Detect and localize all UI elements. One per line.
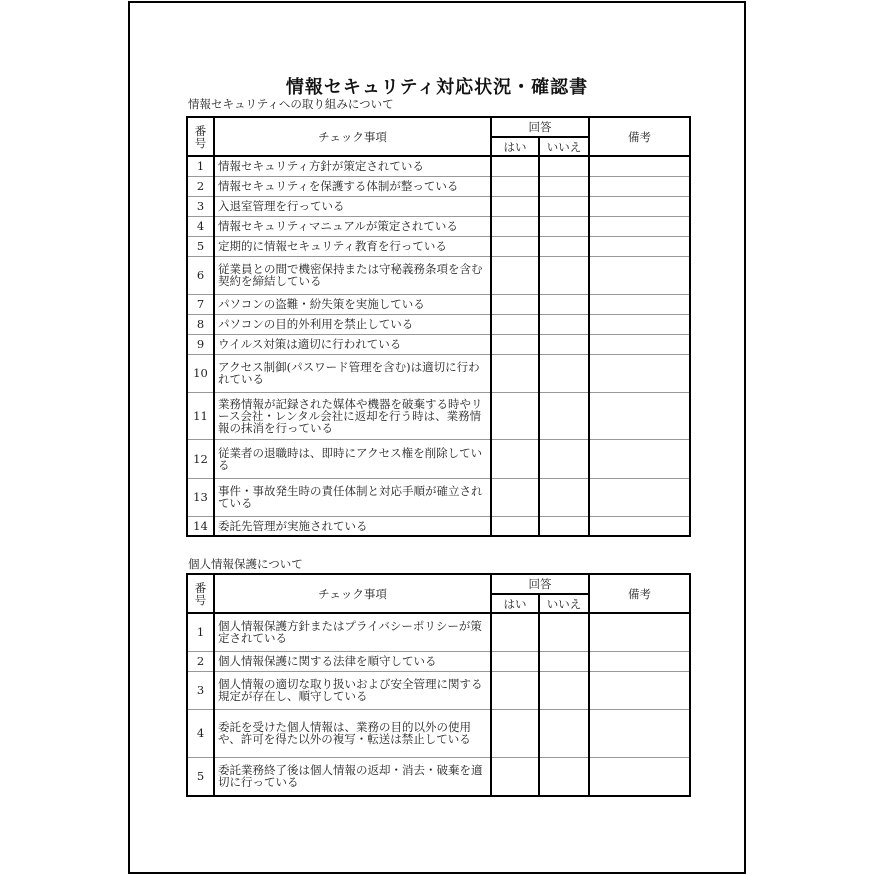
check-item-text: 従業員との間で機密保持または守秘義務条項を含む契約を締結している xyxy=(214,256,491,294)
answer-yes-cell[interactable] xyxy=(491,478,539,516)
remarks-cell[interactable] xyxy=(589,256,690,294)
check-item-text: 定期的に情報セキュリティ教育を行っている xyxy=(214,236,491,256)
answer-no-cell[interactable] xyxy=(539,176,589,196)
table-row xyxy=(187,516,690,536)
table-row xyxy=(187,314,690,334)
answer-yes-cell[interactable] xyxy=(491,671,539,709)
answer-no-cell[interactable] xyxy=(539,516,589,536)
table-row xyxy=(187,709,690,757)
check-item-text: 情報セキュリティ方針が策定されている xyxy=(214,156,491,176)
remarks-cell[interactable] xyxy=(589,651,690,671)
remarks-cell[interactable] xyxy=(589,294,690,314)
header-check-item: チェック事項 xyxy=(214,117,491,156)
remarks-cell[interactable] xyxy=(589,156,690,176)
table-row xyxy=(187,651,690,671)
header-no: いいえ xyxy=(539,137,589,156)
answer-yes-cell[interactable] xyxy=(491,651,539,671)
row-number: 1 xyxy=(187,156,214,176)
header-number: 番 号 xyxy=(187,117,214,156)
header-yes: はい xyxy=(491,137,539,156)
table-row xyxy=(187,757,690,796)
row-number: 5 xyxy=(187,757,214,796)
table-row xyxy=(187,236,690,256)
table-row xyxy=(187,216,690,236)
answer-no-cell[interactable] xyxy=(539,354,589,392)
answer-no-cell[interactable] xyxy=(539,613,589,651)
remarks-cell[interactable] xyxy=(589,354,690,392)
check-item-text: 委託先管理が実施されている xyxy=(214,516,491,536)
answer-no-cell[interactable] xyxy=(539,709,589,757)
answer-no-cell[interactable] xyxy=(539,196,589,216)
remarks-cell[interactable] xyxy=(589,334,690,354)
row-number: 2 xyxy=(187,176,214,196)
section-label-privacy: 個人情報保護について xyxy=(188,557,303,571)
privacy-checklist-table xyxy=(186,573,691,797)
answer-no-cell[interactable] xyxy=(539,256,589,294)
answer-no-cell[interactable] xyxy=(539,757,589,796)
remarks-cell[interactable] xyxy=(589,613,690,651)
remarks-cell[interactable] xyxy=(589,478,690,516)
row-number: 3 xyxy=(187,671,214,709)
answer-yes-cell[interactable] xyxy=(491,196,539,216)
remarks-cell[interactable] xyxy=(589,236,690,256)
header-no: いいえ xyxy=(539,594,589,613)
answer-no-cell[interactable] xyxy=(539,671,589,709)
section-label-security: 情報セキュリティへの取り組みについて xyxy=(188,97,394,111)
row-number: 7 xyxy=(187,294,214,314)
answer-yes-cell[interactable] xyxy=(491,156,539,176)
answer-no-cell[interactable] xyxy=(539,314,589,334)
answer-yes-cell[interactable] xyxy=(491,354,539,392)
remarks-cell[interactable] xyxy=(589,216,690,236)
header-check-item: チェック事項 xyxy=(214,574,491,613)
table-row xyxy=(187,334,690,354)
table-row xyxy=(187,613,690,651)
header-yes: はい xyxy=(491,594,539,613)
answer-no-cell[interactable] xyxy=(539,294,589,314)
check-item-text: 委託を受けた個人情報は、業務の目的以外の使用や、許可を得た以外の複写・転送は禁止している xyxy=(214,709,491,757)
row-number: 5 xyxy=(187,236,214,256)
check-item-text: 情報セキュリティマニュアルが策定されている xyxy=(214,216,491,236)
table-row xyxy=(187,671,690,709)
answer-no-cell[interactable] xyxy=(539,236,589,256)
check-item-text: 事件・事故発生時の責任体制と対応手順が確立されている xyxy=(214,478,491,516)
row-number: 12 xyxy=(187,439,214,478)
remarks-cell[interactable] xyxy=(589,516,690,536)
answer-yes-cell[interactable] xyxy=(491,709,539,757)
row-number: 4 xyxy=(187,709,214,757)
table-row xyxy=(187,392,690,439)
remarks-cell[interactable] xyxy=(589,671,690,709)
remarks-cell[interactable] xyxy=(589,757,690,796)
answer-yes-cell[interactable] xyxy=(491,256,539,294)
answer-no-cell[interactable] xyxy=(539,392,589,439)
answer-yes-cell[interactable] xyxy=(491,439,539,478)
table-row xyxy=(187,256,690,294)
answer-yes-cell[interactable] xyxy=(491,236,539,256)
check-item-text: ウイルス対策は適切に行われている xyxy=(214,334,491,354)
table-row xyxy=(187,294,690,314)
header-answer: 回答 xyxy=(491,574,589,594)
table-row xyxy=(187,478,690,516)
header-number: 番 号 xyxy=(187,574,214,613)
row-number: 10 xyxy=(187,354,214,392)
document-title: 情報セキュリティ対応状況・確認書 xyxy=(285,77,589,98)
row-number: 11 xyxy=(187,392,214,439)
check-item-text: 入退室管理を行っている xyxy=(214,196,491,216)
answer-yes-cell[interactable] xyxy=(491,294,539,314)
answer-yes-cell[interactable] xyxy=(491,216,539,236)
check-item-text: 従業者の退職時は、即時にアクセス権を削除している xyxy=(214,439,491,478)
row-number: 2 xyxy=(187,651,214,671)
answer-yes-cell[interactable] xyxy=(491,516,539,536)
answer-no-cell[interactable] xyxy=(539,439,589,478)
table-row xyxy=(187,176,690,196)
row-number: 4 xyxy=(187,216,214,236)
check-item-text: 個人情報保護に関する法律を順守している xyxy=(214,651,491,671)
answer-no-cell[interactable] xyxy=(539,156,589,176)
remarks-cell[interactable] xyxy=(589,439,690,478)
answer-yes-cell[interactable] xyxy=(491,757,539,796)
row-number: 13 xyxy=(187,478,214,516)
check-item-text: パソコンの盗難・紛失策を実施している xyxy=(214,294,491,314)
security-checklist-table xyxy=(186,116,691,537)
check-item-text: 個人情報保護方針またはプライバシーポリシーが策定されている xyxy=(214,613,491,651)
answer-no-cell[interactable] xyxy=(539,216,589,236)
check-item-text: 業務情報が記録された媒体や機器を破棄する時やリース会社・レンタル会社に返却を行う時は、業務情報の抹消を行っている xyxy=(214,392,491,439)
table-row xyxy=(187,196,690,216)
row-number: 1 xyxy=(187,613,214,651)
check-item-text: 情報セキュリティを保護する体制が整っている xyxy=(214,176,491,196)
table-row xyxy=(187,354,690,392)
check-item-text: 個人情報の適切な取り扱いおよび安全管理に関する規定が存在し、順守している xyxy=(214,671,491,709)
answer-no-cell[interactable] xyxy=(539,334,589,354)
row-number: 14 xyxy=(187,516,214,536)
answer-yes-cell[interactable] xyxy=(491,176,539,196)
remarks-cell[interactable] xyxy=(589,392,690,439)
check-item-text: 委託業務終了後は個人情報の返却・消去・破棄を適切に行っている xyxy=(214,757,491,796)
check-item-text: パソコンの目的外利用を禁止している xyxy=(214,314,491,334)
answer-no-cell[interactable] xyxy=(539,651,589,671)
row-number: 3 xyxy=(187,196,214,216)
header-answer: 回答 xyxy=(491,117,589,137)
row-number: 6 xyxy=(187,256,214,294)
header-remarks: 備考 xyxy=(589,117,690,156)
remarks-cell[interactable] xyxy=(589,314,690,334)
remarks-cell[interactable] xyxy=(589,196,690,216)
answer-yes-cell[interactable] xyxy=(491,392,539,439)
table-row xyxy=(187,439,690,478)
remarks-cell[interactable] xyxy=(589,176,690,196)
row-number: 9 xyxy=(187,334,214,354)
answer-yes-cell[interactable] xyxy=(491,613,539,651)
check-item-text: アクセス制御(パスワード管理を含む)は適切に行われている xyxy=(214,354,491,392)
answer-yes-cell[interactable] xyxy=(491,334,539,354)
answer-no-cell[interactable] xyxy=(539,478,589,516)
answer-yes-cell[interactable] xyxy=(491,314,539,334)
table-row xyxy=(187,156,690,176)
header-remarks: 備考 xyxy=(589,574,690,613)
row-number: 8 xyxy=(187,314,214,334)
remarks-cell[interactable] xyxy=(589,709,690,757)
